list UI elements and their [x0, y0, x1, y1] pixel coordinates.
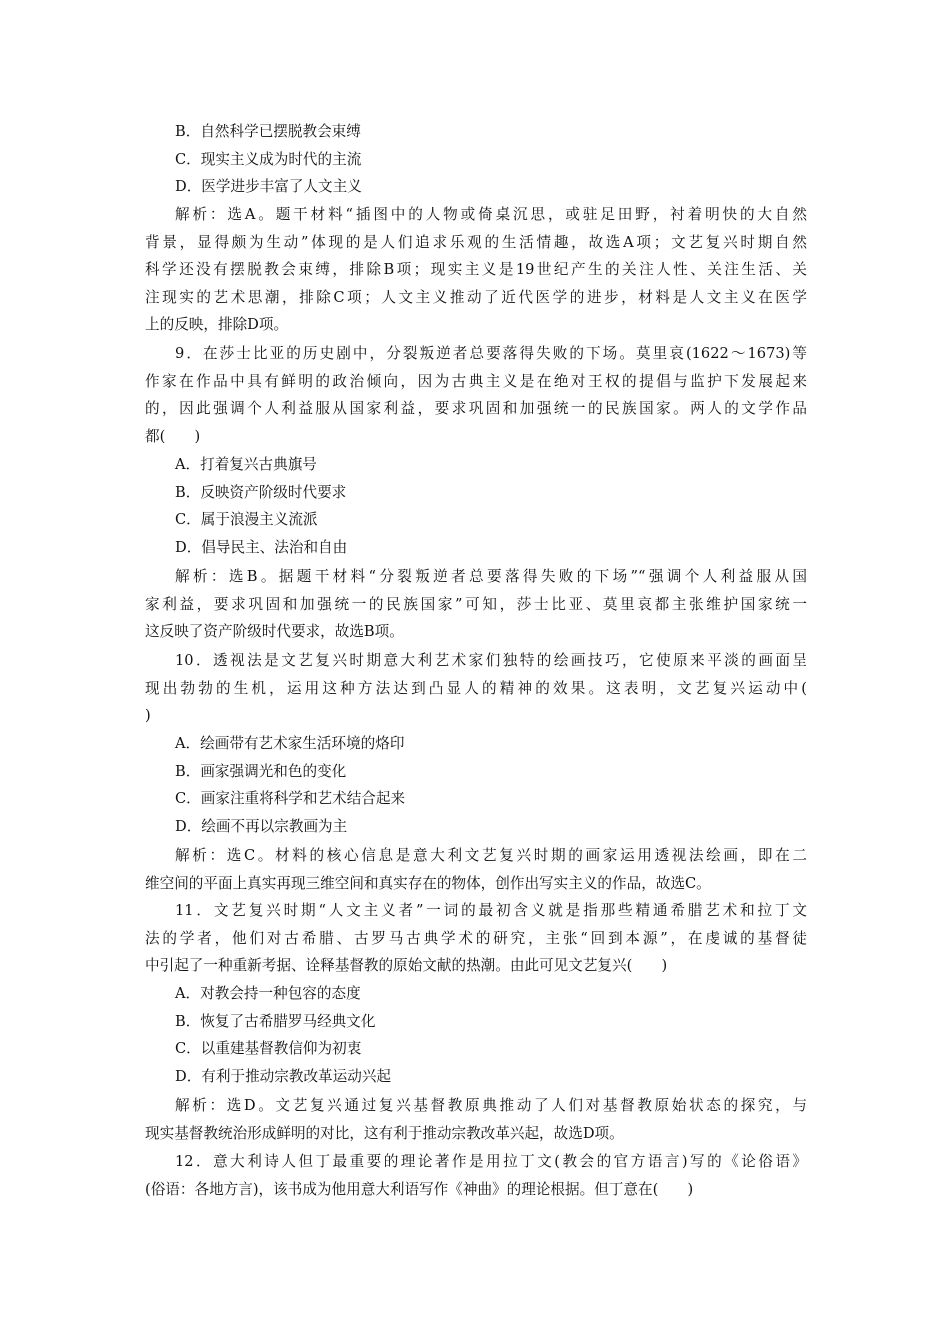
q12-stem-line: (俗语：各地方言)，该书成为他用意大利语写作《神曲》的理论根据。但丁意在( ) — [145, 1180, 694, 1198]
q8-options — [145, 118, 807, 201]
q10-analysis — [145, 842, 807, 897]
q9-option-b: B．反映资产阶级时代要求 — [175, 483, 347, 501]
q9-analysis-line: 解析：选B。据题干材料“分裂叛逆者总要落得失败的下场”“强调个人利益服从国 — [175, 568, 807, 585]
q10-option-c: C．画家注重将科学和艺术结合起来 — [175, 790, 406, 807]
q9-stem-line: 的，因此强调个人利益服从国家利益，要求巩固和加强统一的民族国家。两人的文学作品 — [145, 400, 807, 417]
q9-option-a: A．打着复兴古典旗号 — [175, 456, 317, 473]
q11-stem-line: 中引起了一种重新考据、诠释基督教的原始文献的热潮。由此可见文艺复兴( ) — [145, 957, 668, 974]
q10-analysis-line: 维空间的平面上真实再现三维空间和真实存在的物体，创作出写实主义的作品，故选C。 — [145, 874, 711, 892]
q9-analysis — [145, 563, 807, 646]
q11-option-c: C．以重建基督教信仰为初衷 — [175, 1040, 362, 1057]
q9-stem-line: 9．在莎士比亚的历史剧中，分裂叛逆者总要落得失败的下场。莫里哀(1622～1673)等 — [175, 345, 807, 362]
q10-analysis-line: 解析：选C。材料的核心信息是意大利文艺复兴时期的画家运用透视法绘画，即在二 — [175, 847, 807, 864]
q10-stem-line: 10．透视法是文艺复兴时期意大利艺术家们独特的绘画技巧，它使原来平淡的画面呈 — [175, 652, 807, 669]
q9-stem — [145, 340, 807, 450]
q12-stem — [145, 1148, 807, 1203]
q9-options — [145, 451, 807, 561]
q9-analysis-line: 家利益，要求巩固和加强统一的民族国家”可知，莎士比亚、莫里哀都主张维护国家统一 — [145, 595, 807, 613]
q10-option-a: A．绘画带有艺术家生活环境的烙印 — [175, 735, 405, 752]
q10-stem-line: 现出勃勃的生机，运用这种方法达到凸显人的精神的效果。这表明，文艺复兴运动中( — [145, 679, 807, 697]
q8-option-b: B．自然科学已摆脱教会束缚 — [175, 123, 361, 140]
q11-option-a: A．对教会持一种包容的态度 — [175, 985, 361, 1002]
q9-option-d: D．倡导民主、法治和自由 — [175, 538, 348, 556]
q11-option-d: D．有利于推动宗教改革运动兴起 — [175, 1067, 392, 1085]
q11-analysis-line: 现实基督教统治形成鲜明的对比，这有利于推动宗教改革兴起，故选D项。 — [145, 1124, 624, 1142]
q12-stem-line: 12．意大利诗人但丁最重要的理论著作是用拉丁文(教会的官方语言)写的《论俗语》 — [175, 1153, 807, 1170]
q8-analysis-line: 解析：选A。题干材料“插图中的人物或倚桌沉思，或驻足田野，衬着明快的大自然 — [175, 206, 807, 223]
q9-option-c: C．属于浪漫主义流派 — [175, 511, 318, 528]
q10-option-b: B．画家强调光和色的变化 — [175, 762, 347, 780]
q9-stem-line: 都( ) — [145, 427, 201, 445]
q8-option-c: C．现实主义成为时代的主流 — [175, 150, 362, 168]
q8-analysis-line: 上的反映，排除D项。 — [145, 316, 289, 333]
q11-options — [145, 980, 807, 1090]
q9-stem-line: 作家在作品中具有鲜明的政治倾向，因为古典主义是在绝对王权的提倡与监护下发展起来 — [145, 372, 807, 390]
q11-option-b: B．恢复了古希腊罗马经典文化 — [175, 1012, 376, 1030]
q11-stem-line: 法的学者，他们对古希腊、古罗马古典学术的研究，主张“回到本源”，在虔诚的基督徒 — [145, 929, 807, 947]
q10-options — [145, 730, 807, 840]
q10-option-d: D．绘画不再以宗教画为主 — [175, 817, 348, 835]
q11-stem-line: 11．文艺复兴时期“人文主义者”一词的最初含义就是指那些精通希腊艺术和拉丁文 — [175, 902, 807, 919]
q11-analysis — [145, 1092, 807, 1147]
q8-analysis-line: 背景，显得颇为生动”体现的是人们追求乐观的生活情趣，故选A项；文艺复兴时期自然 — [145, 233, 807, 251]
q8-analysis-line: 注现实的艺术思潮，排除C项；人文主义推动了近代医学的进步，材料是人文主义在医学 — [145, 288, 807, 306]
q11-stem — [145, 897, 807, 980]
q8-option-d: D．医学进步丰富了人文主义 — [175, 178, 362, 195]
q10-stem — [145, 647, 807, 730]
q10-stem-line: ) — [145, 707, 151, 724]
q11-analysis-line: 解析：选D。文艺复兴通过复兴基督教原典推动了人们对基督教原始状态的探究，与 — [175, 1097, 807, 1114]
q9-analysis-line: 这反映了资产阶级时代要求，故选B项。 — [145, 623, 404, 640]
q8-analysis-line: 科学还没有摆脱教会束缚，排除B项；现实主义是19世纪产生的关注人性、关注生活、关 — [145, 261, 807, 278]
q8-analysis — [145, 201, 807, 339]
